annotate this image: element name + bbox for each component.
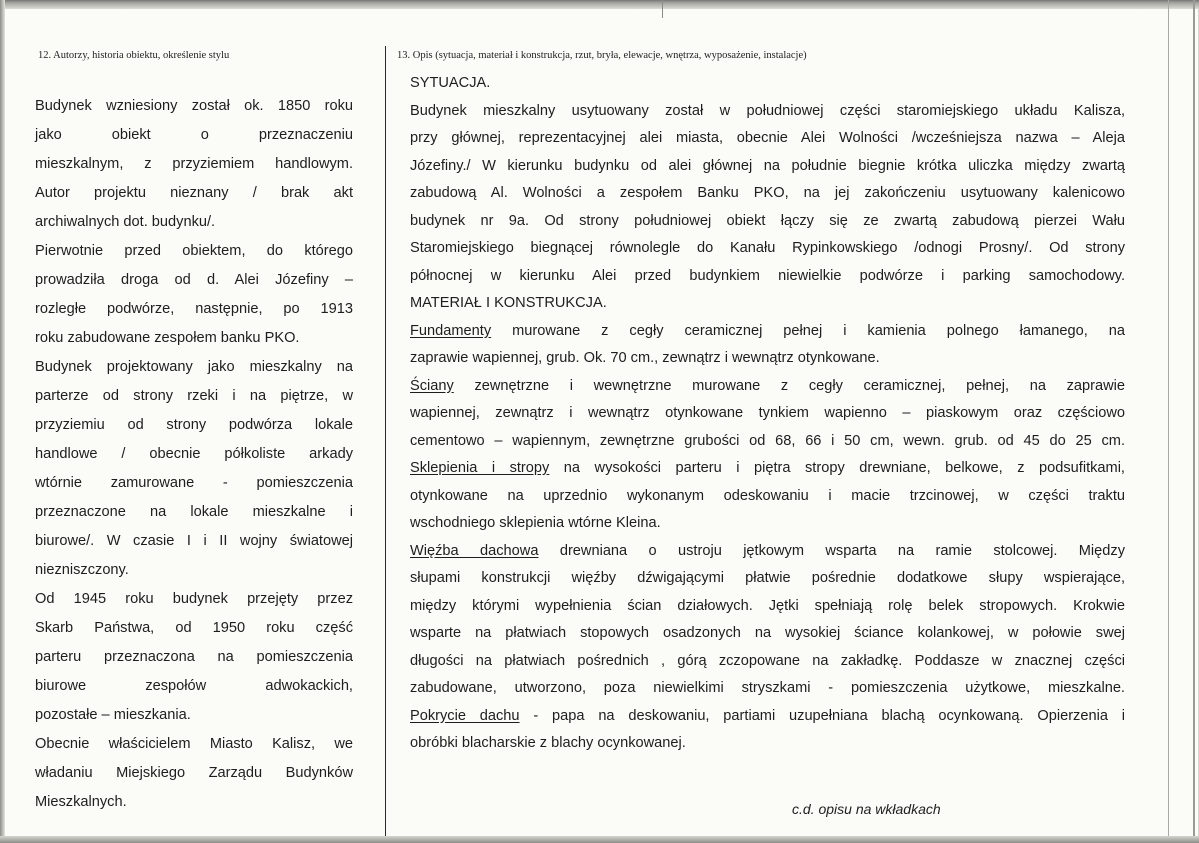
history-line: władaniu Miejskiego Zarządu Budynków — [35, 765, 353, 781]
situation-line: Budynek mieszkalny usytuowany został w południowej części staromiejskiego układu Kalisza, — [410, 102, 1125, 119]
situation-line: przy głównej, reprezentacyjnej alei miasta, obecnie Alei Wolności /wcześniejsza nazwa – Aleja — [410, 130, 1125, 146]
history-line: Mieszkalnych. — [35, 794, 127, 810]
history-line: Budynek projektowany jako mieszkalny na — [35, 359, 353, 375]
situation-heading: SYTUACJA. — [410, 75, 491, 91]
vaults-line: otynkowane na uprzednio wykonanym odeskowaniu i macie trzcinowej, w części traktu — [410, 487, 1125, 504]
history-line: parteru przeznaczona na pomieszczenia — [35, 649, 353, 665]
scan-left-edge — [0, 0, 5, 843]
truss-text: drewniana o ustroju jętkowym wsparta na ramie stolcowej. Między — [538, 542, 1125, 559]
truss-line: między którymi wypełnienia ścian działowych. Jętki spełniają rolę belek stropowych. Krokwie — [410, 597, 1125, 614]
scan-bottom-edge — [0, 836, 1199, 843]
vaults-text: na wysokości parteru i piętra stropy drewniane, belkowe, z podsufitkami, — [549, 460, 1125, 476]
foundations-label: Fundamenty — [410, 322, 492, 339]
history-line: handlowe / obecnie półkoliste arkady — [35, 446, 353, 462]
history-line: wtórnie zamurowane - pomieszczenia — [35, 475, 353, 491]
vaults-line — [410, 455, 1125, 483]
history-line: pozostałe – mieszkania. — [35, 707, 191, 723]
history-line: biurowe/. W czasie I i II wojny światowej — [35, 533, 353, 549]
continuation-note: c.d. opisu na wkładkach — [792, 801, 941, 817]
history-column — [35, 92, 353, 817]
truss-line: zabudowane, utworzono, poza niewielkimi stryszkami - pomieszczenia użytkowe, mieszkalne. — [410, 680, 1125, 696]
foundations-line: zaprawie wapiennej, grub. Ok. 70 cm., zewnątrz i wewnątrz otynkowane. — [410, 350, 880, 366]
history-line: prowadziła droga od d. Alei Józefiny – — [35, 272, 353, 288]
history-line: przyziemiu od strony podwórza lokale — [35, 417, 353, 433]
history-line: przeznaczone na lokale mieszkalne i — [35, 504, 353, 520]
history-line: niezniszczony. — [35, 562, 129, 578]
truss-line: słupami konstrukcji więźby dźwigającymi płatwie pośrednie dodatkowe słupy wspierające, — [410, 570, 1125, 586]
roofing-label: Pokrycie dachu — [410, 707, 520, 724]
history-line: Autor projektu nieznany / brak akt — [35, 185, 353, 201]
roofing-line: obróbki blacharskie z blachy ocynkowanej. — [410, 735, 686, 751]
scan-right-edge-outer — [1193, 0, 1195, 843]
truss-line: wsparte na płatwiach stopowych osadzonych na wysokiej ściance kolankowej, w połowie swej — [410, 625, 1125, 641]
situation-line: zabudową Al. Wolności a zespołem Banku PKO, na jej zakończeniu usytuowany kalenicowo — [410, 185, 1125, 201]
section-12-heading: 12. Autorzy, historia obiektu, określenie stylu — [38, 50, 230, 61]
roofing-text: - papa na deskowaniu, partiami uzupełniana blachą ocynkowaną. Opierzenia i — [519, 707, 1125, 724]
walls-text: zewnętrzne i wewnętrzne murowane z cegły ceramicznej, pełnej, na zaprawie — [453, 377, 1125, 394]
vaults-line: wschodniego sklepienia wtórne Kleina. — [410, 515, 661, 531]
vaults-label: Sklepienia i stropy — [410, 460, 550, 476]
walls-line: cementowo – wapiennym, zewnętrzne grubości od 68, 66 i 50 cm, wewn. grub. od 45 do 25 cm. — [410, 432, 1125, 449]
column-divider — [385, 46, 386, 836]
history-line: archiwalnych dot. budynku/. — [35, 214, 216, 230]
foundations-line — [410, 318, 1125, 346]
walls-line — [410, 373, 1125, 401]
scan-fold-mark — [662, 0, 663, 18]
material-heading: MATERIAŁ I KONSTRUKCJA. — [410, 295, 607, 311]
truss-line: długości na płatwiach pośrednich , górą zczopowane na zakładkę. Poddasze w znacznej części — [410, 652, 1125, 669]
scan-top-edge — [0, 0, 1199, 9]
scan-right-edge — [1168, 0, 1169, 843]
walls-label: Ściany — [410, 377, 454, 394]
history-line: rozległe podwórze, następnie, po 1913 — [35, 301, 353, 317]
history-line: parterze od strony rzeki i na piętrze, w — [35, 388, 353, 404]
history-line: roku zabudowane zespołem banku PKO. — [35, 330, 300, 346]
situation-line: Staromiejskiego biegnącej równolegle do Kanału Rypinkowskiego /odnogi Prosny/. Od strony — [410, 240, 1125, 256]
truss-line — [410, 538, 1125, 566]
truss-label: Więźba dachowa — [410, 542, 539, 559]
history-line: Skarb Państwa, od 1950 roku część — [35, 620, 353, 636]
situation-line: północnej w kierunku Alei przed budynkiem niewielkie podwórze i parking samochodowy. — [410, 267, 1125, 284]
history-line: Od 1945 roku budynek przejęty przez — [35, 591, 353, 607]
foundations-text: murowane z cegły ceramicznej pełnej i kamienia polnego łamanego, na — [491, 322, 1125, 339]
description-column — [410, 70, 1125, 758]
situation-line: budynek nr 9a. Od strony południowej obiekt łączy się ze zwartą zabudową pierzei Wału — [410, 212, 1125, 229]
roofing-line — [410, 703, 1125, 731]
section-13-heading: 13. Opis (sytuacja, materiał i konstrukcja, rzut, bryła, elewacje, wnętrza, wyposażenie, instalacje) — [397, 50, 807, 61]
situation-line: Józefiny./ W kierunku budynku od alei głównej na południe biegnie krótka uliczka między zwartą — [410, 157, 1125, 174]
history-line: jako obiekt o przeznaczeniu — [35, 127, 353, 143]
history-line: Budynek wzniesiony został ok. 1850 roku — [35, 98, 353, 114]
walls-line: wapiennej, zewnątrz i wewnątrz otynkowane tynkiem wapienno – piaskowym oraz częściowo — [410, 405, 1125, 421]
history-line: Obecnie właścicielem Miasto Kalisz, we — [35, 736, 353, 752]
history-line: Pierwotnie przed obiektem, do którego — [35, 243, 353, 259]
history-line: mieszkalnym, z przyziemiem handlowym. — [35, 156, 353, 172]
history-line: biurowe zespołów adwokackich, — [35, 678, 353, 694]
